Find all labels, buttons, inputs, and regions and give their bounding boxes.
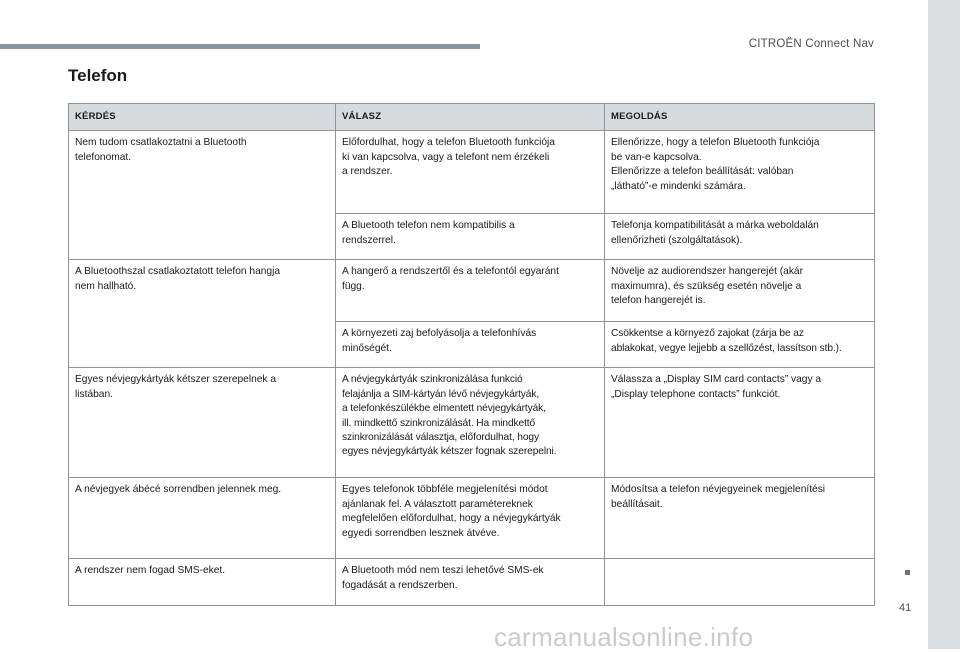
header-solution: MEGOLDÁS xyxy=(605,104,875,131)
table-row xyxy=(69,559,875,606)
answer-cell: Egyes telefonok többféle megjelenítési módot ajánlanak fel. A választott paramétereknek megfelelően előfordulhat, hogy a névjegykártyák egyedi sorrendben lesznek átvéve. xyxy=(336,478,605,559)
question-cell: A névjegyek ábécé sorrendben jelennek meg. xyxy=(69,478,336,559)
table-row xyxy=(69,260,875,322)
solution-cell: Növelje az audiorendszer hangerejét (akár maximumra), és szükség esetén növelje a telefon hangerejét is. xyxy=(605,260,875,322)
brand-label: CITROËN Connect Nav xyxy=(748,38,874,50)
answer-cell: Előfordulhat, hogy a telefon Bluetooth funkciója ki van kapcsolva, vagy a telefont nem érzékeli a rendszer. xyxy=(336,131,605,214)
answer-cell: A Bluetooth telefon nem kompatibilis a rendszerrel. xyxy=(336,214,605,260)
page-title: Telefon xyxy=(68,66,128,85)
table-row xyxy=(69,368,875,478)
question-cell: Egyes névjegykártyák kétszer szerepelnek a listában. xyxy=(69,368,336,478)
solution-cell: Ellenőrizze, hogy a telefon Bluetooth funkciója be van-e kapcsolva. Ellenőrizze a telefon beállítását: valóban „látható”-e mindenki számára. xyxy=(605,131,875,214)
solution-cell: Módosítsa a telefon névjegyeinek megjelenítési beállításait. xyxy=(605,478,875,559)
header-rule xyxy=(0,44,480,49)
answer-cell: A hangerő a rendszertől és a telefontól egyaránt függ. xyxy=(336,260,605,322)
faq-table xyxy=(68,103,875,606)
table-row xyxy=(69,131,875,214)
answer-cell: A Bluetooth mód nem teszi lehetővé SMS-ek fogadását a rendszerben. xyxy=(336,559,605,606)
solution-cell: Válassza a „Display SIM card contacts” vagy a „Display telephone contacts” funkciót. xyxy=(605,368,875,478)
answer-cell: A környezeti zaj befolyásolja a telefonhívás minőségét. xyxy=(336,322,605,368)
header-question: KÉRDÉS xyxy=(69,104,336,131)
watermark: carmanualsonline.info xyxy=(494,622,754,652)
header-answer: VÁLASZ xyxy=(336,104,605,131)
question-cell: Nem tudom csatlakoztatni a Bluetooth telefonomat. xyxy=(69,131,336,260)
solution-cell: Csökkentse a környező zajokat (zárja be az ablakokat, vegye lejjebb a szellőzést, lassítson stb.). xyxy=(605,322,875,368)
solution-cell: Telefonja kompatibilitását a márka weboldalán ellenőrizheti (szolgáltatások). xyxy=(605,214,875,260)
table-header-row xyxy=(69,104,875,131)
section-marker xyxy=(905,570,910,575)
table-row xyxy=(69,478,875,559)
question-cell: A rendszer nem fogad SMS-eket. xyxy=(69,559,336,606)
solution-cell xyxy=(605,559,875,606)
page-number: 41 xyxy=(899,602,912,614)
page-edge-strip xyxy=(928,0,960,649)
question-cell: A Bluetoothszal csatlakoztatott telefon hangja nem hallható. xyxy=(69,260,336,368)
answer-cell: A névjegykártyák szinkronizálása funkció felajánlja a SIM-kártyán lévő névjegykártyák, a telefonkészülékbe elmentett névjegykártyák, ill. mindkettő szinkronizálását. Ha mindkettő szinkronizálását választja, előfordulhat, hogy egyes névjegykártyák kétszer fognak szerepelni. xyxy=(336,368,605,478)
